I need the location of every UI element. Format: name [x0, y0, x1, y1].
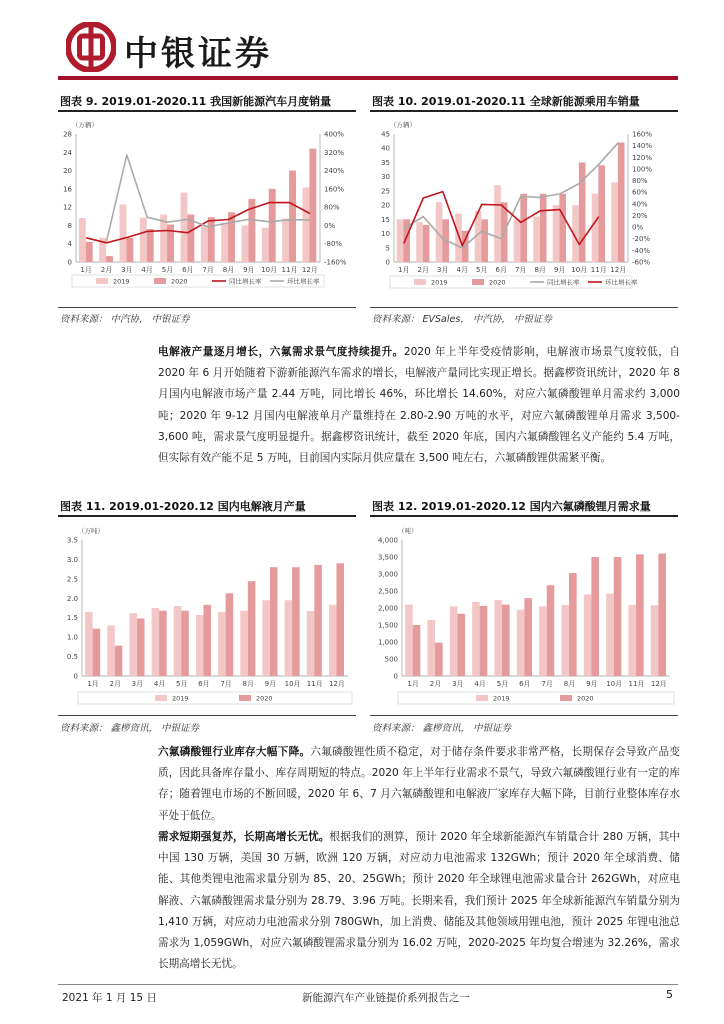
- figure-rule: [58, 307, 356, 308]
- bar-2020: [547, 585, 555, 676]
- figure-rule: [370, 110, 678, 112]
- bar-2019: [405, 605, 413, 676]
- chart-svg: [58, 522, 356, 708]
- y-tick-label: 0: [73, 672, 78, 681]
- x-tick-label: 7月: [541, 680, 553, 688]
- footer-report-title: 新能源汽车产业链提价系列报告之一: [302, 992, 470, 1004]
- chart-svg: [370, 522, 678, 708]
- x-tick-label: 11月: [281, 266, 298, 274]
- figure-source: 资料来源： EVSales， 中汽协， 中银证券: [372, 314, 552, 325]
- y-tick-label: 25: [381, 187, 390, 196]
- legend-label: 2019: [431, 278, 448, 287]
- y-tick-label: 20: [63, 167, 72, 176]
- y-tick-label: 15: [381, 215, 390, 224]
- y-tick-label: 1.5: [66, 614, 78, 623]
- bar-2020: [618, 143, 625, 262]
- bar-2020: [614, 557, 622, 676]
- bar-2019: [592, 194, 599, 262]
- footer-divider: [58, 984, 678, 985]
- y2-tick-label: 320%: [324, 148, 345, 157]
- x-tick-label: 10月: [571, 266, 588, 274]
- y-tick-label: 30: [381, 173, 390, 182]
- bar-2019: [450, 606, 458, 676]
- bar-2020: [435, 643, 443, 676]
- x-tick-label: 12月: [610, 266, 627, 274]
- x-tick-label: 9月: [264, 680, 277, 688]
- y2-tick-label: 80%: [632, 177, 648, 186]
- x-tick-label: 7月: [515, 266, 527, 274]
- legend-label: 2020: [171, 277, 188, 286]
- y-tick-label: 1,500: [377, 621, 398, 630]
- bar-2020: [93, 629, 101, 676]
- legend-label: 2020: [489, 278, 506, 287]
- y-tick-label: 3,000: [377, 570, 398, 579]
- bar-2019: [140, 218, 147, 262]
- bar-2019: [455, 214, 462, 262]
- x-tick-label: 6月: [182, 266, 194, 274]
- y-tick-label: 0: [393, 672, 398, 681]
- y-tick-label: 40: [381, 144, 390, 153]
- bar-2020: [248, 581, 256, 676]
- y-tick-label: 1,000: [377, 638, 398, 647]
- y-tick-label: 8: [67, 221, 72, 230]
- y-tick-label: 10: [381, 230, 390, 239]
- bar-2020: [520, 194, 527, 262]
- x-tick-label: 9月: [554, 266, 566, 274]
- x-tick-label: 3月: [121, 266, 133, 274]
- bar-2020: [336, 563, 344, 676]
- x-tick-label: 4月: [153, 680, 166, 688]
- x-tick-label: 2月: [417, 266, 429, 274]
- y2-tick-label: -60%: [632, 258, 651, 267]
- x-tick-label: 4月: [474, 680, 486, 688]
- y2-tick-label: 400%: [324, 130, 345, 139]
- figure-rule: [370, 515, 678, 517]
- bar-2020: [658, 554, 666, 676]
- bar-2019: [651, 605, 659, 676]
- x-tick-label: 2月: [109, 680, 121, 688]
- bar-2020: [270, 567, 278, 676]
- bar-2020: [423, 225, 430, 262]
- x-tick-label: 8月: [563, 680, 576, 688]
- bar-2019: [79, 218, 86, 262]
- x-tick-label: 8月: [222, 266, 235, 274]
- x-tick-label: 8月: [534, 266, 546, 274]
- legend-label: 环比增长率: [605, 278, 638, 287]
- y-tick-label: 0.5: [66, 653, 78, 662]
- x-tick-label: 5月: [161, 266, 174, 274]
- x-tick-label: 6月: [495, 266, 507, 274]
- y-tick-label: 0: [67, 258, 72, 267]
- bar-2019: [329, 605, 337, 676]
- chart-cn-nev-monthly-sales: [58, 116, 356, 302]
- unit-label: （万辆）: [390, 121, 416, 129]
- y-tick-label: 0: [385, 258, 390, 267]
- figure-rule: [58, 515, 356, 517]
- legend-swatch: [155, 695, 167, 701]
- bar-2019: [221, 223, 228, 262]
- x-tick-label: 2月: [100, 266, 113, 274]
- y2-tick-label: 140%: [632, 142, 653, 151]
- bar-2020: [203, 605, 211, 676]
- paragraph-lead: 需求短期强复苏，长期高增长无忧。: [158, 831, 330, 843]
- chart-electrolyte-output: [58, 522, 356, 708]
- x-tick-label: 7月: [202, 266, 214, 274]
- x-tick-label: 4月: [456, 266, 468, 274]
- y-tick-label: 35: [381, 158, 390, 167]
- brand-name: 中银证券: [124, 34, 272, 74]
- bar-2020: [559, 194, 566, 262]
- x-tick-label: 11月: [590, 266, 607, 274]
- figure-title: 图表 9. 2019.01-2020.11 我国新能源汽车月度销量: [60, 95, 332, 108]
- bar-2019: [397, 219, 404, 262]
- y-tick-label: 45: [381, 130, 390, 139]
- y2-tick-label: -40%: [632, 246, 651, 255]
- y2-tick-label: 80%: [324, 203, 340, 212]
- x-tick-label: 11月: [628, 680, 645, 688]
- figure-source: 资料来源： 中汽协， 中银证券: [60, 314, 190, 325]
- chart-global-nev-sales: [370, 116, 678, 302]
- bar-2020: [147, 229, 154, 262]
- unit-label: （万吨）: [78, 527, 104, 535]
- y-tick-label: 2,500: [377, 587, 398, 596]
- legend-label: 同比增长率: [547, 278, 580, 287]
- figure-source: 资料来源： 鑫椤资讯， 中银证券: [60, 723, 200, 734]
- bar-2020: [126, 238, 133, 262]
- y-tick-label: 1.0: [66, 633, 78, 642]
- y2-tick-label: -80%: [324, 240, 343, 249]
- unit-label: （吨）: [398, 527, 418, 535]
- y2-tick-label: 160%: [324, 185, 345, 194]
- bar-2019: [262, 600, 270, 676]
- x-tick-label: 4月: [141, 266, 153, 274]
- x-tick-label: 9月: [586, 680, 598, 688]
- bar-2019: [240, 611, 248, 676]
- bar-2019: [606, 594, 614, 676]
- y2-tick-label: 100%: [632, 165, 653, 174]
- legend-label: 环比增长率: [287, 277, 320, 286]
- y2-tick-label: 120%: [632, 153, 653, 162]
- paragraph-text: 2020 年上半年受疫情影响，电解液市场景气度较低，自 2020 年 6 月开始随着下游新能源汽车需求的增长，电解液产量同比实现正增长。据鑫椤资讯统计，2020 年 8 月国内电解液市场产量 2.44 万吨，同比增长 46%，环比增长 14.60%，对应六氟磷酸锂单月需求约 3,000 吨；2020 年 9-12 月国内电解液单月产量维持在 2.80-2.90 万吨的水平，对应六氟磷酸锂单月需求 3,500-3,600 吨，需求景气度明显提升。据鑫椤资讯统计，截至 2020 年底，国内六氟磷酸锂名义产能约 5.4 万吨，但实际有效产能不足 5 万吨，目前国内实际月供应量在 3,500 吨左右，六氟磷酸锂供需紧平衡。: [158, 346, 681, 465]
- bar-2019: [517, 610, 525, 676]
- bar-2020: [598, 165, 605, 262]
- bar-2019: [539, 606, 547, 676]
- y2-tick-label: 240%: [324, 167, 345, 176]
- bar-2019: [218, 612, 226, 676]
- x-tick-label: 7月: [220, 680, 232, 688]
- y-tick-label: 4: [67, 240, 72, 249]
- legend-label: 2020: [577, 694, 594, 703]
- x-tick-label: 3月: [131, 680, 144, 688]
- bar-2019: [628, 605, 636, 676]
- legend-label: 2020: [256, 694, 273, 703]
- paragraph-text: 根据我们的测算，预计 2020 年全球新能源汽车销量合计 280 万辆，其中中国 130 万辆，美国 30 万辆，欧洲 120 万辆，对应动力电池需求 132GWh；预计 2020 年全球消费、储能、其他类锂电池需求量分别为 85、20、25GWh；预计 2020 年全球锂电池需求量合计 262GWh，对应电解液、六氟磷酸锂需求量分别为 28.79、3.96 万吨。长期来看，我们预计 2025 年全球新能源汽车销量分别为 1,410 万辆，对应动力电池需求分别 780GWh，加上消费、储能及其他领域用锂电池，预计 2025 年锂电池总需求为 1,059GWh，对应六氟磷酸锂需求量分别为 16.02 万吨，2020-2025 年均复合增速为 32.26%，需求长期高增长无忧。: [158, 831, 681, 971]
- bar-2019: [181, 193, 188, 262]
- x-tick-label: 1月: [80, 266, 92, 274]
- chart-svg: [58, 116, 356, 302]
- y-tick-label: 2.5: [66, 575, 78, 584]
- bank-of-china-logo-icon: [66, 22, 116, 72]
- y-tick-label: 2.0: [66, 594, 78, 603]
- bar-2019: [514, 219, 521, 262]
- figure-rule: [58, 110, 356, 112]
- x-tick-label: 6月: [198, 680, 210, 688]
- x-tick-label: 5月: [176, 680, 188, 688]
- y-tick-label: 3.5: [66, 536, 78, 545]
- legend-swatch: [560, 695, 572, 701]
- x-tick-label: 12月: [301, 266, 318, 274]
- page-number: 5: [666, 988, 673, 1001]
- x-tick-label: 5月: [476, 266, 488, 274]
- x-tick-label: 10月: [606, 680, 623, 688]
- bar-2020: [269, 189, 276, 262]
- bar-2020: [481, 219, 488, 262]
- y-tick-label: 4,000: [377, 536, 398, 545]
- body-paragraph: [158, 342, 680, 469]
- bar-2020: [309, 149, 316, 262]
- y-tick-label: 12: [63, 203, 72, 212]
- bar-2020: [86, 242, 93, 262]
- bar-2019: [553, 205, 560, 262]
- bar-2020: [106, 256, 113, 262]
- body-paragraph: [158, 827, 680, 975]
- bar-2019: [174, 606, 182, 676]
- footer-date: 2021 年 1 月 15 日: [62, 992, 157, 1004]
- x-tick-label: 3月: [452, 680, 464, 688]
- y-tick-label: 28: [63, 130, 72, 139]
- bar-2019: [107, 625, 115, 676]
- bar-2019: [584, 594, 592, 676]
- bar-2020: [159, 611, 167, 676]
- bar-2020: [524, 598, 532, 676]
- legend-swatch: [414, 279, 426, 285]
- x-tick-label: 8月: [242, 680, 254, 688]
- bar-2019: [196, 615, 204, 676]
- bar-2019: [533, 216, 540, 262]
- bar-2019: [307, 611, 315, 676]
- y2-tick-label: 40%: [632, 200, 648, 209]
- bar-2019: [494, 600, 502, 676]
- bar-2019: [416, 222, 423, 262]
- chart-lipf6-demand: [370, 522, 678, 708]
- bar-2020: [502, 605, 510, 676]
- x-tick-label: 10月: [261, 266, 278, 274]
- y-tick-label: 24: [63, 148, 72, 157]
- bar-2019: [611, 182, 618, 262]
- x-tick-label: 1月: [407, 680, 419, 688]
- legend-label: 2019: [113, 277, 130, 286]
- bar-2019: [152, 608, 160, 676]
- bar-2020: [226, 593, 234, 676]
- paragraph-lead: 六氟磷酸锂行业库存大幅下降。: [158, 746, 311, 758]
- bar-2020: [413, 625, 421, 676]
- paragraph-lead: 电解液产量逐月增长，六氟需求景气度持续提升。: [158, 346, 404, 358]
- y2-tick-label: 60%: [632, 188, 648, 197]
- bar-2020: [591, 557, 599, 676]
- figure-source: 资料来源： 鑫椤资讯， 中银证券: [372, 723, 512, 734]
- bar-2019: [262, 228, 269, 262]
- y2-tick-label: 160%: [632, 130, 653, 139]
- figure-rule: [370, 715, 678, 716]
- y-tick-label: 500: [384, 655, 398, 664]
- legend-label: 2019: [172, 694, 189, 703]
- bar-2019: [201, 225, 208, 262]
- bar-2019: [120, 204, 127, 262]
- bar-2019: [285, 600, 293, 676]
- x-tick-label: 11月: [306, 680, 323, 688]
- legend-swatch: [154, 278, 166, 284]
- bar-2019: [242, 225, 249, 262]
- x-tick-label: 3月: [437, 266, 449, 274]
- legend-swatch: [472, 279, 484, 285]
- report-header: [58, 16, 678, 82]
- bar-2019: [282, 219, 289, 262]
- legend-swatch: [476, 695, 488, 701]
- bar-2019: [129, 613, 137, 676]
- bar-2020: [208, 217, 215, 262]
- figure-rule: [58, 715, 356, 716]
- unit-label: （万辆）: [72, 121, 98, 129]
- x-tick-label: 1月: [87, 680, 99, 688]
- bar-2020: [137, 618, 145, 676]
- bar-2019: [85, 612, 93, 676]
- y2-tick-label: 0%: [632, 223, 644, 232]
- y-tick-label: 2,000: [377, 604, 398, 613]
- bar-2020: [569, 573, 577, 676]
- x-tick-label: 12月: [650, 680, 667, 688]
- y-tick-label: 16: [63, 185, 72, 194]
- figure-title: 图表 10. 2019.01-2020.11 全球新能源乘用车销量: [372, 95, 640, 108]
- bar-2019: [561, 605, 569, 676]
- x-tick-label: 5月: [496, 680, 509, 688]
- bar-2020: [314, 565, 322, 676]
- legend-swatch: [239, 695, 251, 701]
- y-tick-label: 20: [381, 201, 390, 210]
- y2-tick-label: 0%: [324, 221, 336, 230]
- legend-frame: [398, 692, 674, 704]
- header-divider: [58, 76, 678, 80]
- y2-tick-label: -160%: [324, 258, 347, 267]
- figure-rule: [370, 307, 678, 308]
- y2-tick-label: 20%: [632, 211, 648, 220]
- paragraph-text: 六氟磷酸锂性质不稳定，对于储存条件要求非常严格，长期保存会导致产品变质，因此具备库存量小、库存周期短的特点。2020 年上半年行业需求不景气，导致六氟磷酸锂行业有一定的库存；随着锂电市场的不断回暖，2020 年 6、7 月六氟磷酸锂和电解液厂家库存大幅下降，目前行业整体库存水平处于低位。: [158, 746, 681, 822]
- bar-2019: [303, 187, 310, 262]
- legend-frame: [78, 692, 352, 704]
- bar-2020: [115, 646, 123, 676]
- bar-2020: [480, 606, 488, 676]
- figure-title: 图表 12. 2019.01-2020.12 国内六氟磷酸锂月需求量: [372, 500, 651, 513]
- x-tick-label: 2月: [429, 680, 442, 688]
- figure-title: 图表 11. 2019.01-2020.12 国内电解液月产量: [60, 500, 306, 513]
- x-tick-label: 12月: [328, 680, 345, 688]
- bar-2019: [494, 185, 501, 262]
- chart-svg: [370, 116, 678, 302]
- legend-label: 同比增长率: [229, 277, 262, 286]
- bar-2020: [292, 567, 300, 676]
- bar-2020: [636, 554, 644, 676]
- bar-2020: [289, 171, 296, 262]
- y2-tick-label: -20%: [632, 235, 651, 244]
- y-tick-label: 3,500: [377, 553, 398, 562]
- x-tick-label: 10月: [284, 680, 301, 688]
- x-tick-label: 6月: [519, 680, 531, 688]
- body-paragraph: [158, 742, 680, 827]
- x-tick-label: 1月: [398, 266, 410, 274]
- legend-label: 2019: [493, 694, 510, 703]
- x-tick-label: 9月: [243, 266, 255, 274]
- bar-2019: [472, 602, 480, 676]
- bar-2020: [540, 194, 547, 262]
- y-tick-label: 3.0: [66, 555, 78, 564]
- y-tick-label: 5: [385, 244, 390, 253]
- legend-swatch: [96, 278, 108, 284]
- bar-2020: [181, 611, 189, 676]
- bar-2020: [457, 614, 465, 676]
- bar-2019: [427, 620, 435, 676]
